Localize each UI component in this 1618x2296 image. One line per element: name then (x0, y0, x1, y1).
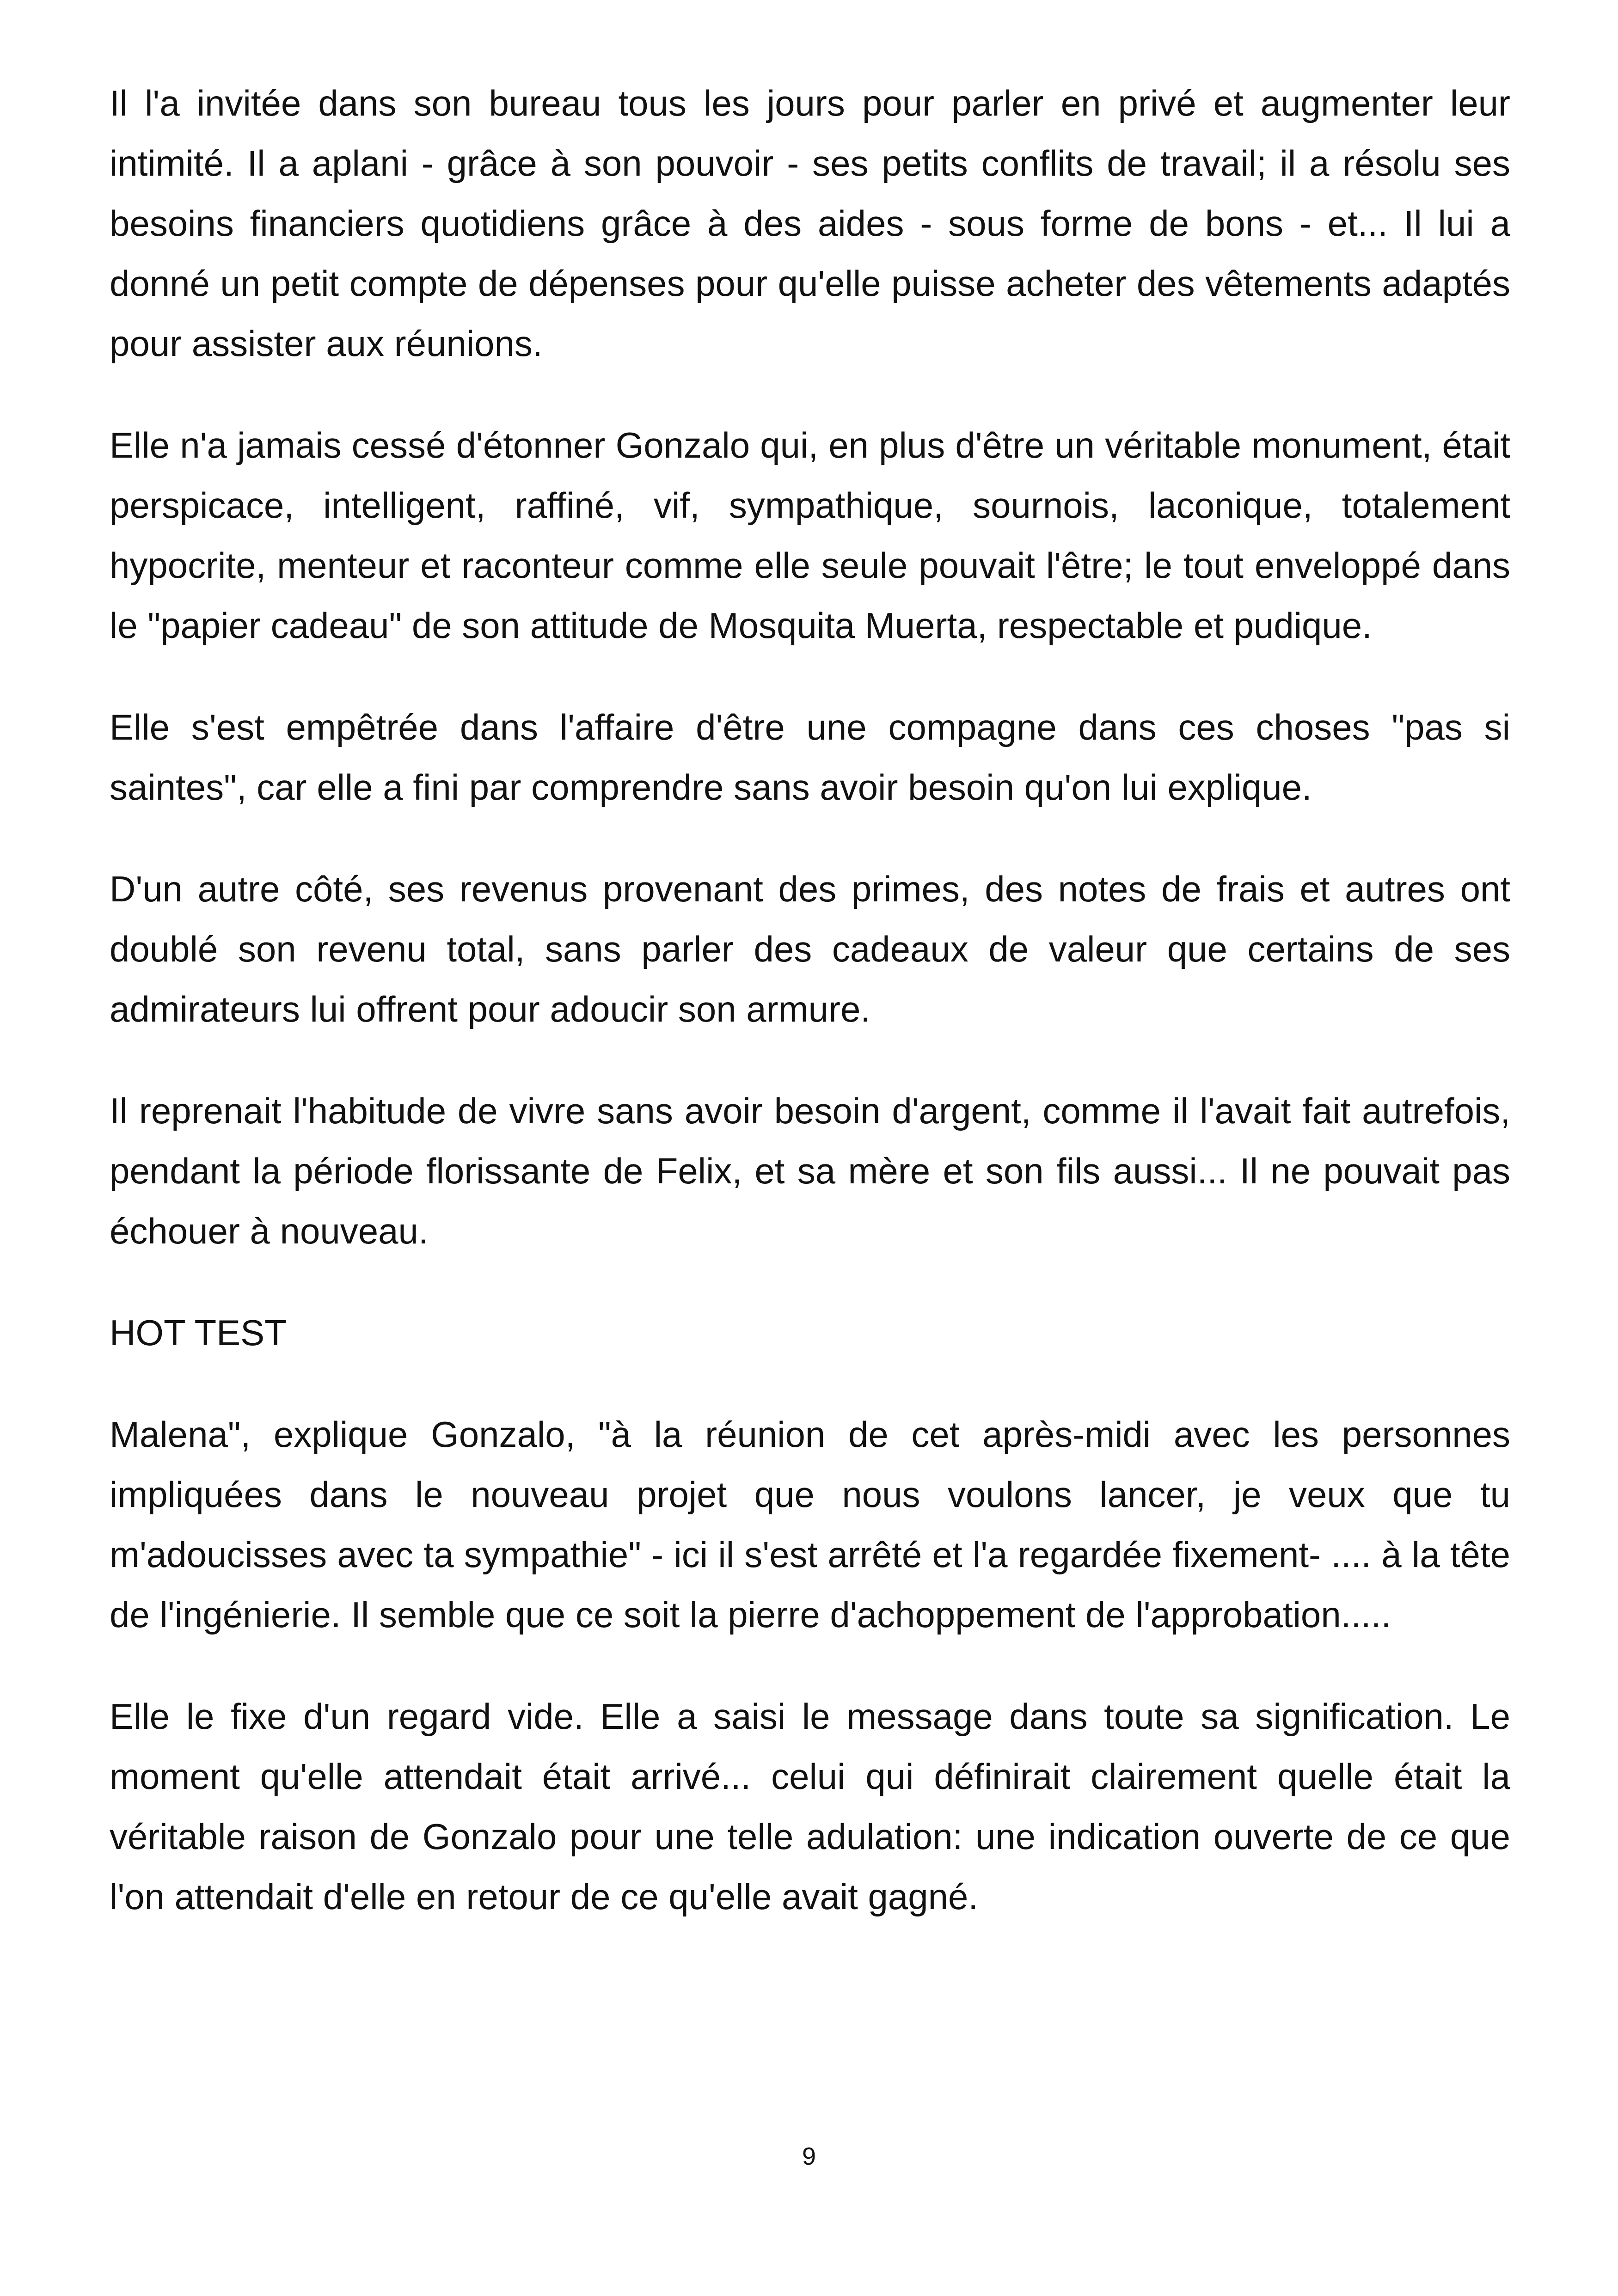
section-heading: HOT TEST (110, 1312, 287, 1353)
paragraph-malena: Malena", explique Gonzalo, "à la réunion de cet après-midi avec les personnes impliquées dans le nouveau projet que nous voulons lancer, je veux que tu m'adoucisses avec ta sympathie" - ici il s'est arrêté et l'a regardée fixement- .... à la tête de l'ingénierie. Il semble que ce soit la pierre d'achoppement de l'approbation..... (110, 1414, 1510, 1635)
page-number: 9 (802, 2143, 816, 2170)
paragraph-income: D'un autre côté, ses revenus provenant des primes, des notes de frais et autres ont doublé son revenu total, sans parler des cadeaux de valeur que certains de ses admirateurs lui offrent pour adoucir son armure. (110, 869, 1510, 1029)
paragraph-habit: Il reprenait l'habitude de vivre sans avoir besoin d'argent, comme il l'avait fait autrefois, pendant la période florissante de Felix, et sa mère et son fils aussi... Il ne pouvait pas échouer à nouveau. (110, 1090, 1510, 1251)
paragraph-blank-stare: Elle le fixe d'un regard vide. Elle a saisi le message dans toute sa signification. Le moment qu'elle attendait était arrivé... celui qui définirait clairement quelle était la véritable raison de Gonzalo pour une telle adulation: une indication ouverte de ce que l'on attendait d'elle en retour de ce qu'elle avait gagné. (110, 1696, 1510, 1917)
paragraph-entangled: Elle s'est empêtrée dans l'affaire d'être une compagne dans ces choses "pas si saintes", car elle a fini par comprendre sans avoir besoin qu'on lui explique. (110, 707, 1510, 808)
page-body (110, 73, 1510, 1968)
paragraph-gonzalo-astonished: Elle n'a jamais cessé d'étonner Gonzalo qui, en plus d'être un véritable monument, était perspicace, intelligent, raffiné, vif, sympathique, sournois, laconique, totalement hypocrite, menteur et raconteur comme elle seule pouvait l'être; le tout enveloppé dans le "papier cadeau" de son attitude de Mosquita Muerta, respectable et pudique. (110, 425, 1510, 646)
paragraph-invitation: Il l'a invitée dans son bureau tous les jours pour parler en privé et augmenter leur intimité. Il a aplani - grâce à son pouvoir - ses petits conflits de travail; il a résolu ses besoins financiers quotidiens grâce à des aides - sous forme de bons - et... Il lui a donné un petit compte de dépenses pour qu'elle puisse acheter des vêtements adaptés pour assister aux réunions. (110, 83, 1510, 364)
